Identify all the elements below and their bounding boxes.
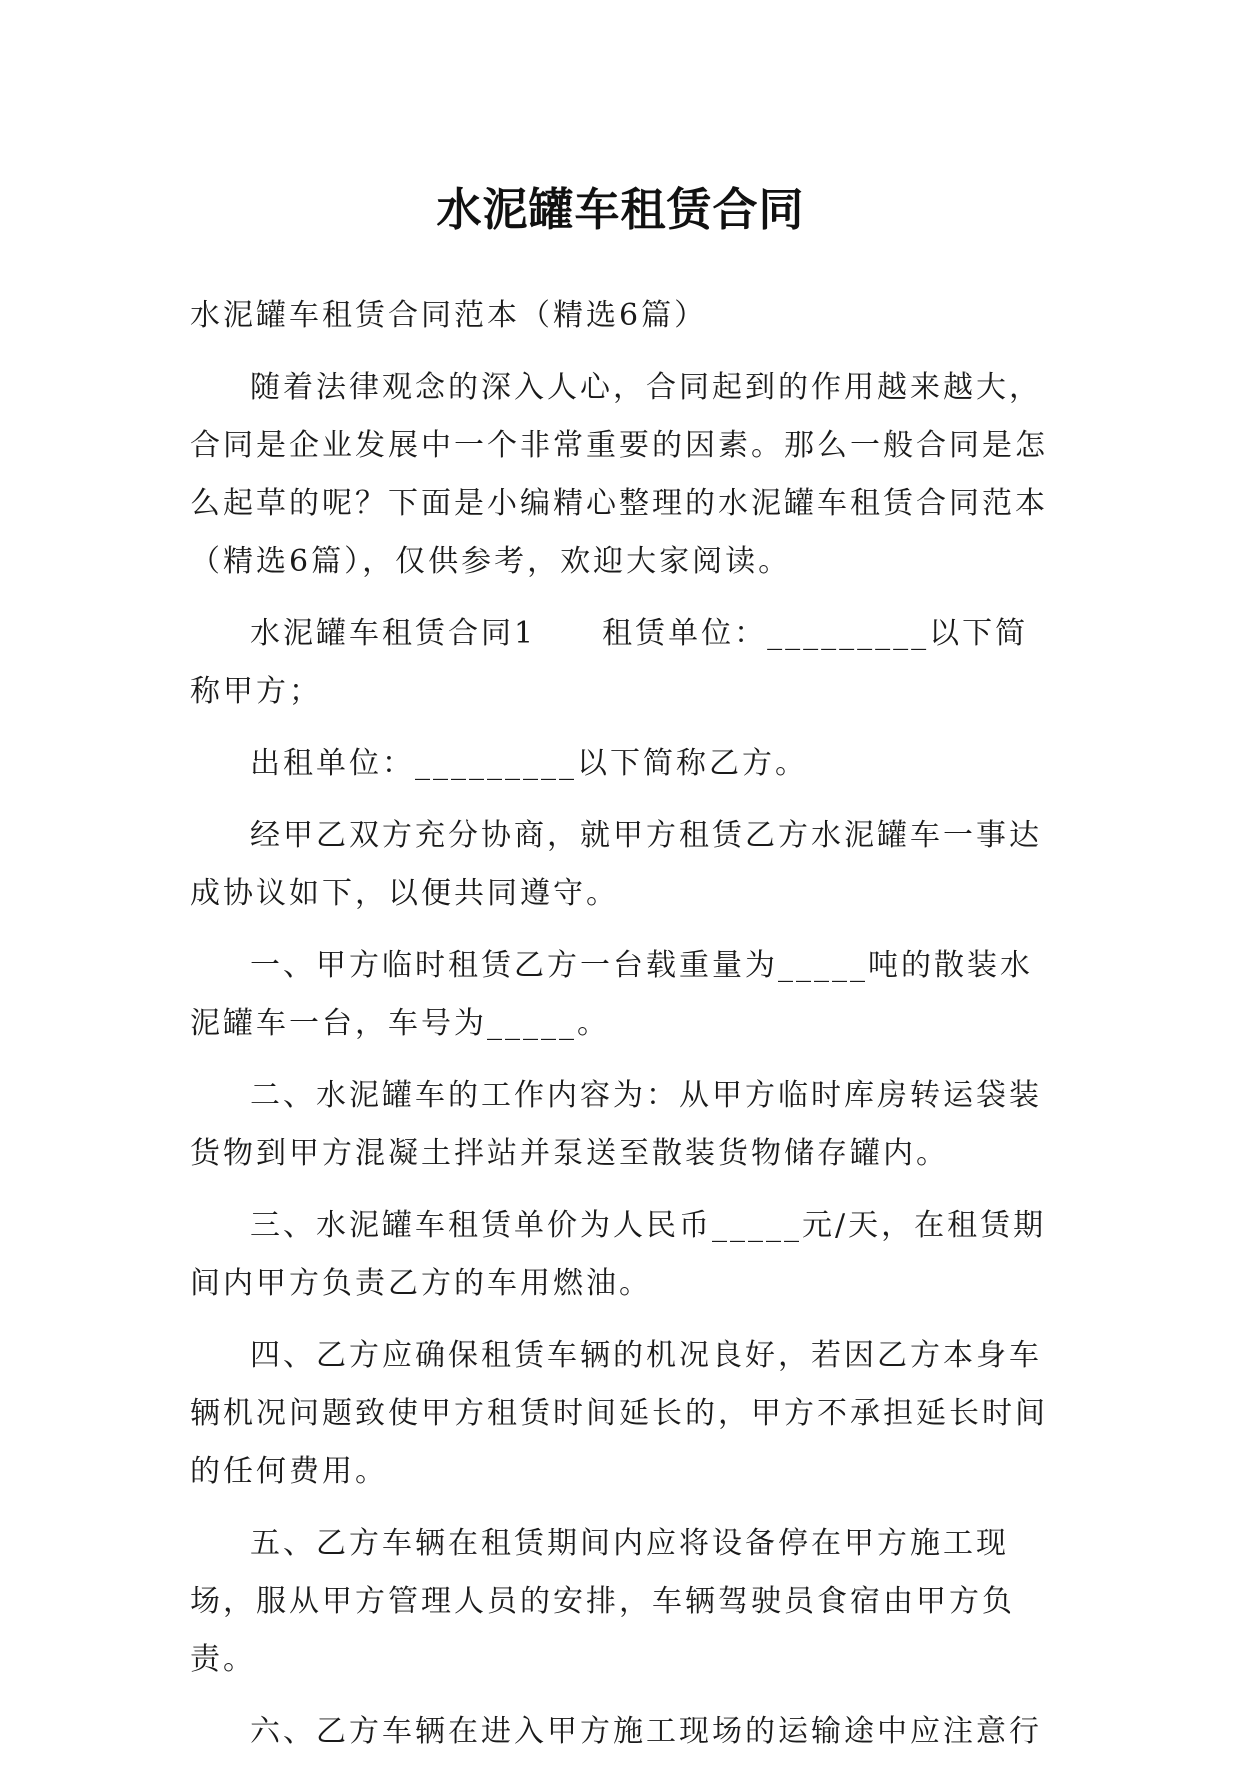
lessor-paragraph: 出租单位：_________以下简称乙方。 [250, 746, 808, 781]
clause-1: 一、甲方临时租赁乙方一台载重量为_____吨的散装水泥罐车一台，车号为_____。 [190, 948, 1033, 1041]
clause-6: 六、乙方车辆在进入甲方施工现场的运输途中应注意行 [250, 1714, 1042, 1749]
intro-paragraph: 随着法律观念的深入人心，合同起到的作用越来越大，合同是企业发展中一个非常重要的因素。那么一般合同是怎么起草的呢？下面是小编精心整理的水泥罐车租赁合同范本（精选6篇），仅供参考，欢迎大家阅读。 [190, 370, 1048, 579]
clause-2: 二、水泥罐车的工作内容为：从甲方临时库房转运袋装货物到甲方混凝土拌站并泵送至散装货物储存罐内。 [190, 1078, 1042, 1171]
clause-4: 四、乙方应确保租赁车辆的机况良好，若因乙方本身车辆机况问题致使甲方租赁时间延长的，甲方不承担延长时间的任何费用。 [190, 1338, 1048, 1489]
agreement-paragraph: 经甲乙双方充分协商，就甲方租赁乙方水泥罐车一事达成协议如下，以便共同遵守。 [190, 818, 1042, 911]
contract-heading-paragraph: 水泥罐车租赁合同1 租赁单位：_________以下简称甲方； [190, 616, 1029, 709]
document-body [190, 287, 1060, 1775]
clause-5: 五、乙方车辆在租赁期间内应将设备停在甲方施工现场，服从甲方管理人员的安排，车辆驾驶员食宿由甲方负责。 [190, 1526, 1015, 1677]
clause-3: 三、水泥罐车租赁单价为人民币_____元/天，在租赁期间内甲方负责乙方的车用燃油。 [190, 1208, 1047, 1301]
document-subtitle: 水泥罐车租赁合同范本（精选6篇） [190, 298, 708, 333]
document-title: 水泥罐车租赁合同 [436, 183, 805, 237]
